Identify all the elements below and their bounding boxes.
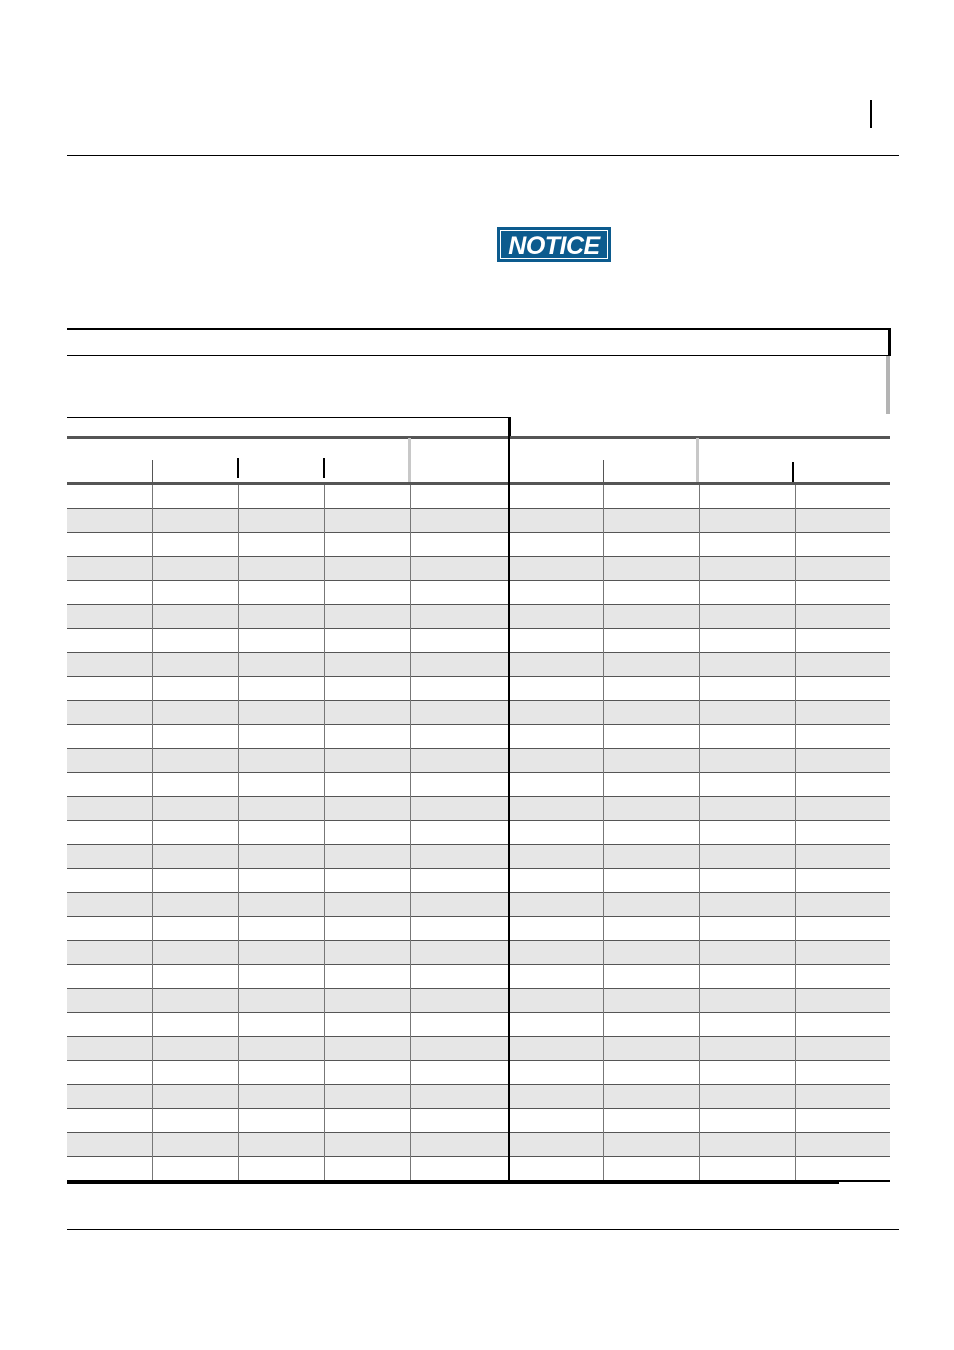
table-row — [67, 749, 890, 773]
table-row — [67, 1133, 890, 1157]
table-bottom-rule — [67, 1180, 839, 1184]
table-row — [67, 1085, 890, 1109]
table-row — [67, 1109, 890, 1133]
table-row — [67, 989, 890, 1013]
header-sep-2 — [696, 438, 699, 482]
table-row — [67, 701, 890, 725]
table-row — [67, 533, 890, 557]
table-row — [67, 917, 890, 941]
table-row — [67, 821, 890, 845]
header-sep-1 — [408, 438, 411, 482]
table-row — [67, 893, 890, 917]
table-row — [67, 677, 890, 701]
header-tick-1 — [152, 460, 153, 482]
table-row — [67, 1061, 890, 1085]
col-line-2 — [238, 485, 239, 1182]
table-row — [67, 653, 890, 677]
table-row — [67, 629, 890, 653]
table-row — [67, 941, 890, 965]
col-line-3 — [324, 485, 325, 1182]
table-row — [67, 557, 890, 581]
table-caption-rule — [67, 355, 890, 356]
table-row — [67, 605, 890, 629]
data-table — [67, 0, 891, 1350]
table-top-rule — [67, 328, 890, 330]
table-row — [67, 869, 890, 893]
header-tick-4 — [603, 460, 604, 482]
col-line-4 — [410, 485, 411, 1182]
col-line-6 — [603, 485, 604, 1182]
table-scroll-edge — [886, 356, 890, 414]
footer-rule — [67, 1229, 899, 1230]
table-row — [67, 797, 890, 821]
col-line-1 — [152, 485, 153, 1182]
table-top-right-edge — [888, 328, 891, 356]
col-line-5 — [508, 418, 510, 1182]
table-row — [67, 1013, 890, 1037]
header-tick-5 — [792, 462, 794, 482]
col-line-8 — [795, 485, 796, 1182]
table-row — [67, 725, 890, 749]
table-row — [67, 1157, 890, 1181]
table-row — [67, 773, 890, 797]
table-row — [67, 509, 890, 533]
table-row — [67, 965, 890, 989]
group-left-bottom-rule — [67, 436, 510, 439]
table-row — [67, 845, 890, 869]
notice-label: NOTICE — [508, 232, 600, 260]
group-right-bottom-rule — [510, 436, 890, 439]
table-row — [67, 1037, 890, 1061]
col-line-7 — [699, 485, 700, 1182]
table-row — [67, 581, 890, 605]
header-tick-3 — [323, 458, 325, 478]
table-row — [67, 485, 890, 509]
group-left-top-rule — [67, 417, 510, 418]
table-bottom-rule-tail — [839, 1180, 890, 1182]
header-tick-2 — [237, 458, 239, 478]
